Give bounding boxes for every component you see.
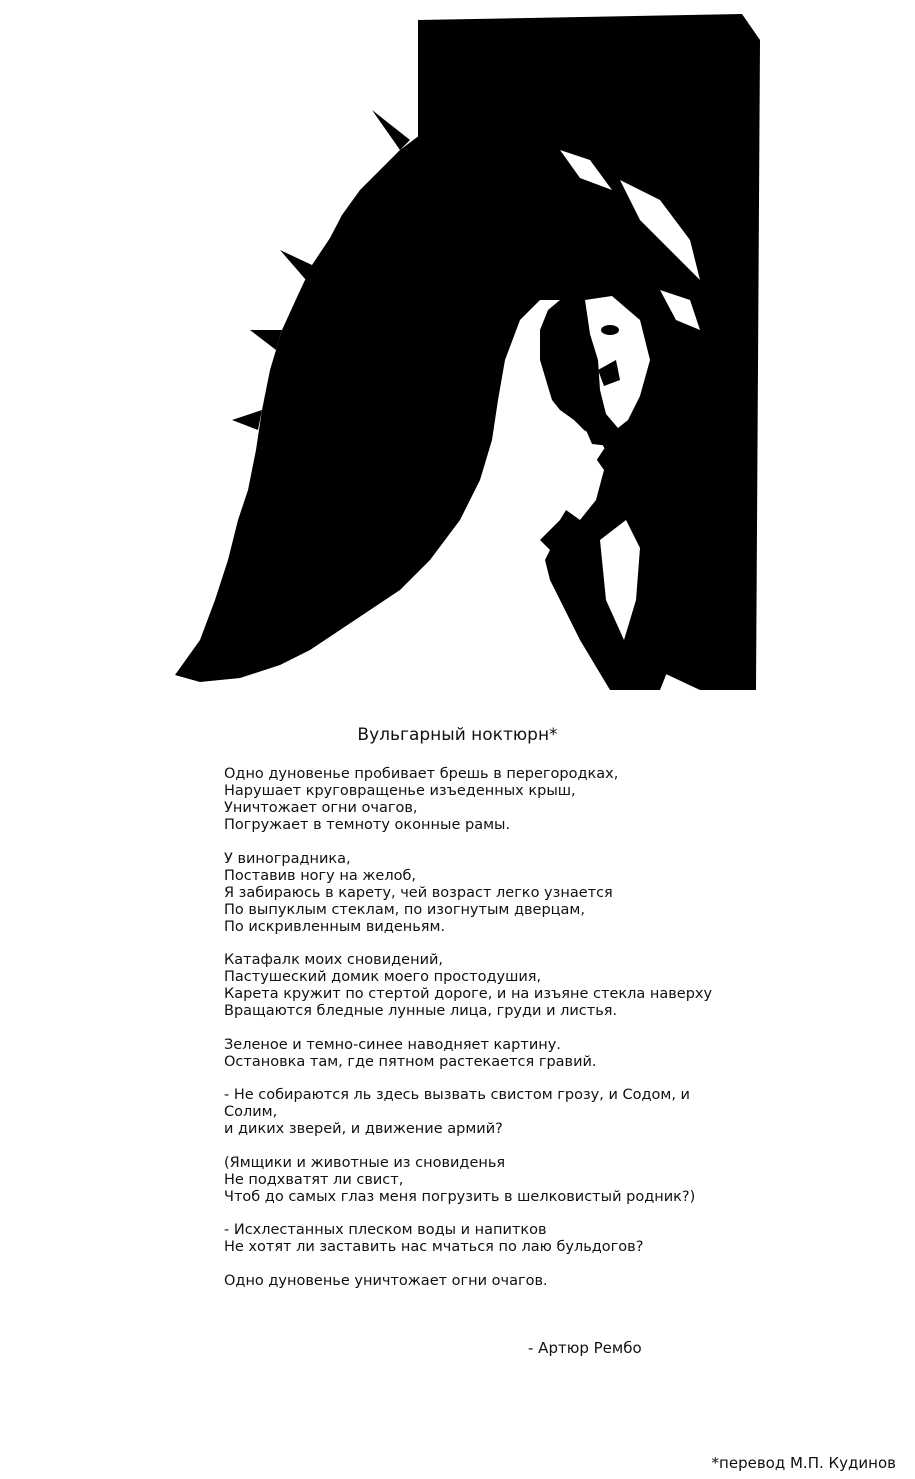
head-silhouette: [175, 85, 730, 690]
poem-line: Не подхватят ли свист,: [224, 1171, 404, 1188]
poem-line: Уничтожает огни очагов,: [224, 800, 418, 816]
poem-line: Одно дуновенье пробивает брешь в перегородках,: [224, 766, 619, 782]
poem-line: - Не собираются ль здесь вызвать свистом грозу, и Содом, и: [224, 1087, 690, 1103]
poem-line: Поставив ногу на желоб,: [224, 867, 417, 884]
poem-line: У виноградника,: [224, 850, 351, 867]
poem-line: Карета кружит по стертой дороге, и на изъяне стекла наверху: [224, 986, 713, 1002]
poem-line: Вращаются бледные лунные лица, груди и листья.: [224, 1003, 618, 1019]
stanza: [224, 1222, 844, 1256]
translation-note: *перевод М.П. Кудинов: [711, 1454, 896, 1472]
poem-line: Чтоб до самых глаз меня погрузить в шелковистый родник?): [224, 1188, 696, 1205]
poem-line: Зеленое и темно-синее наводняет картину.: [224, 1036, 561, 1053]
stanza: [224, 1087, 844, 1138]
poem-line: Солим,: [224, 1104, 278, 1120]
poem-line: Пастушеский домик моего простодушия,: [224, 969, 542, 985]
poem-line: (Ямщики и животные из сновиденья: [224, 1154, 506, 1171]
poem-line: По искривленным виденьям.: [224, 918, 446, 935]
poem-line: и диких зверей, и движение армий?: [224, 1121, 503, 1137]
stanza: [224, 766, 844, 834]
poem-line: Погружает в темноту оконные рамы.: [224, 817, 511, 833]
poem-line: Нарушает круговращенье изъеденных крыш,: [224, 783, 576, 799]
stanza: [224, 1037, 844, 1071]
stanza: [224, 952, 844, 1020]
stanza: [224, 851, 844, 936]
stanza: [224, 1155, 844, 1206]
poem-line: Катафалк моих сновидений,: [224, 952, 444, 968]
poem-line: - Исхлестанных плеском воды и напитков: [224, 1222, 547, 1238]
poem-line: Остановка там, где пятном растекается гравий.: [224, 1053, 597, 1070]
poem-author: - Артюр Рембо: [528, 1339, 642, 1357]
stanza: [224, 1273, 844, 1290]
poem-line: Одно дуновенье уничтожает огни очагов.: [224, 1272, 548, 1289]
woman-silhouette-portrait-icon: [0, 0, 915, 700]
poem-line: Я забираюсь в карету, чей возраст легко узнается: [224, 884, 613, 901]
poem-title: Вульгарный ноктюрн*: [357, 725, 558, 745]
poem-body: [224, 766, 844, 1306]
poem-line: По выпуклым стеклам, по изогнутым дверцам,: [224, 901, 585, 918]
poem-line: Не хотят ли заставить нас мчаться по лаю бульдогов?: [224, 1239, 644, 1255]
